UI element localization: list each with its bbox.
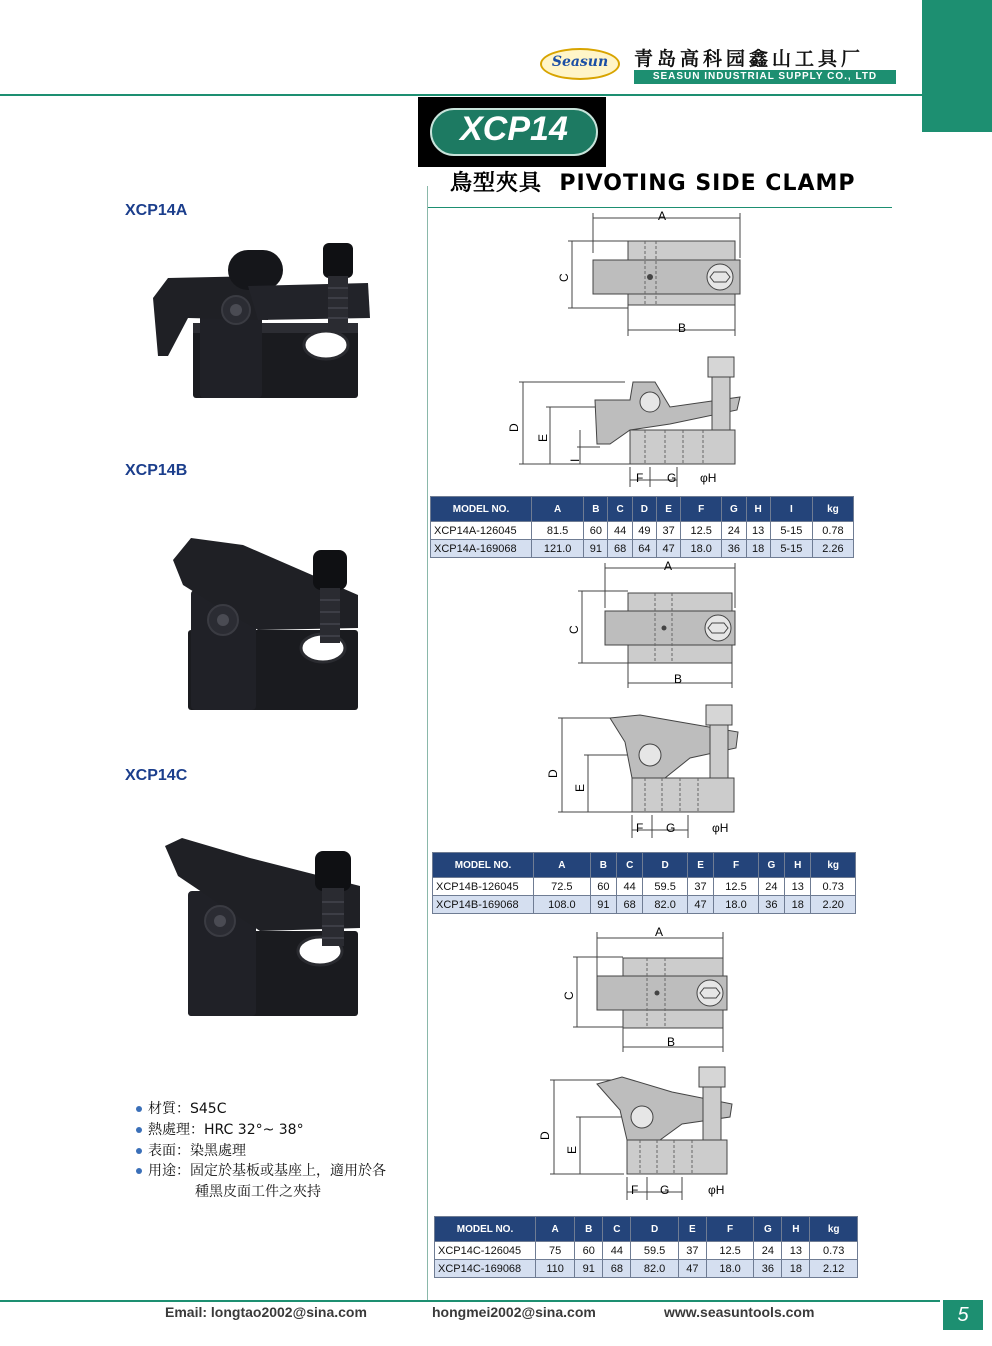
bullet-icon: [136, 1127, 142, 1133]
diagram-c-top-view: [555, 922, 755, 1052]
variant-label-a: XCP14A: [125, 202, 188, 219]
product-subtitle: [450, 166, 856, 197]
table-c-header: MODEL NO.: [435, 1217, 536, 1242]
table-a-header: C: [608, 497, 632, 522]
diagram-b-top-view: [560, 558, 760, 688]
table-b-header: MODEL NO.: [433, 853, 534, 878]
spec-usage-cont: 種黑皮面工件之夾持: [195, 1184, 321, 1200]
diagram-a-top-view: [550, 208, 760, 338]
dim-label-e: E: [573, 783, 587, 792]
table-row: XCP14C-169068 110 91 68 82.0 47 18.0 36 18 2.12: [435, 1260, 858, 1278]
table-b-header: B: [590, 853, 616, 878]
table-b-header: C: [617, 853, 643, 878]
dim-label-g: G: [660, 1183, 670, 1197]
table-a-header: H: [746, 497, 770, 522]
table-a-header: I: [770, 497, 812, 522]
table-a-header: G: [722, 497, 746, 522]
dim-label-h: φH: [708, 1183, 725, 1197]
table-a-header: F: [681, 497, 722, 522]
dim-label-a: A: [655, 925, 664, 939]
product-photo-xcp14b: [163, 530, 368, 715]
dim-label-h: φH: [700, 471, 717, 485]
dim-label-b: B: [667, 1035, 676, 1049]
dim-label-i: I: [568, 458, 582, 462]
logo-text: Seasun: [551, 54, 609, 70]
dim-label-a: A: [664, 559, 673, 573]
dim-label-c: C: [562, 991, 576, 1000]
dim-label-c: C: [557, 273, 571, 282]
spec-surface: 表面：染黑處理: [136, 1140, 246, 1160]
spec-table-b: [432, 852, 856, 914]
dim-label-d: D: [538, 1131, 552, 1140]
spec-material: 材質：S45C: [136, 1098, 226, 1118]
dim-label-e: E: [565, 1145, 579, 1154]
table-c-header: B: [575, 1217, 603, 1242]
table-b-header: H: [785, 853, 811, 878]
table-a-header: A: [532, 497, 584, 522]
spec-table-c: [434, 1216, 858, 1278]
dim-label-e: E: [536, 433, 550, 442]
bullet-icon: [136, 1168, 142, 1174]
table-b-header: G: [758, 853, 784, 878]
page-number: 5: [943, 1300, 983, 1330]
product-photo-xcp14a: [148, 238, 373, 403]
table-c-header: G: [754, 1217, 782, 1242]
footer-website-link[interactable]: www.seasuntools.com: [664, 1304, 815, 1320]
bullet-icon: [136, 1106, 142, 1112]
bullet-icon: [136, 1148, 142, 1154]
spec-table-a: [430, 496, 854, 558]
company-name-en: SEASUN INDUSTRIAL SUPPLY CO., LTD: [634, 70, 896, 84]
dim-label-f: F: [636, 821, 644, 835]
table-c-header: A: [536, 1217, 575, 1242]
table-b-header: kg: [811, 853, 856, 878]
table-b-header: D: [643, 853, 688, 878]
dim-label-d: D: [507, 423, 521, 432]
product-code-title: XCP14: [460, 110, 568, 148]
table-c-header: C: [603, 1217, 631, 1242]
table-c-header: F: [706, 1217, 753, 1242]
footer-email-2[interactable]: hongmei2002@sina.com: [432, 1304, 596, 1320]
table-row: XCP14C-126045 75 60 44 59.5 37 12.5 24 13 0.73: [435, 1242, 858, 1260]
table-c-header: kg: [810, 1217, 858, 1242]
table-c-header: H: [782, 1217, 810, 1242]
table-b-header: A: [534, 853, 591, 878]
header-rule: [0, 94, 922, 96]
table-a-header: kg: [812, 497, 853, 522]
product-photo-xcp14c: [160, 836, 370, 1021]
diagram-b-side-view: [540, 700, 750, 842]
table-c-header: D: [631, 1217, 678, 1242]
column-divider: [427, 186, 428, 1302]
subtitle-cn: 鳥型夾具: [450, 171, 543, 196]
dim-label-f: F: [636, 471, 644, 485]
dim-label-g: G: [667, 471, 677, 485]
table-a-header: MODEL NO.: [431, 497, 532, 522]
footer-rule: [0, 1300, 940, 1302]
corner-accent-block: [922, 0, 992, 132]
subtitle-en: PIVOTING SIDE CLAMP: [559, 171, 856, 196]
table-a-header: D: [632, 497, 656, 522]
footer-email-1[interactable]: Email: longtao2002@sina.com: [165, 1304, 367, 1320]
dim-label-a: A: [658, 209, 667, 223]
diagram-a-side-view: [505, 352, 755, 492]
table-a-header: B: [584, 497, 608, 522]
variant-label-b: XCP14B: [125, 462, 188, 479]
dim-label-b: B: [674, 672, 683, 686]
spec-usage: 用途：固定於基板或基座上，適用於各: [136, 1160, 386, 1180]
company-name-cn: 青岛高科园鑫山工具厂: [634, 48, 865, 70]
dim-label-g: G: [666, 821, 676, 835]
table-row: XCP14B-169068 108.0 91 68 82.0 47 18.0 36 18 2.20: [433, 896, 856, 914]
spec-heat-treatment: 熱處理：HRC 32°~ 38°: [136, 1119, 304, 1139]
table-b-header: F: [714, 853, 759, 878]
table-b-header: E: [687, 853, 713, 878]
table-row: XCP14A-169068 121.0 91 68 64 47 18.0 36 18 5-15 2.26: [431, 540, 854, 558]
dim-label-b: B: [678, 321, 687, 335]
variant-label-c: XCP14C: [125, 767, 188, 784]
table-row: XCP14A-126045 81.5 60 44 49 37 12.5 24 13 5-15 0.78: [431, 522, 854, 540]
table-a-header: E: [656, 497, 680, 522]
table-c-header: E: [678, 1217, 706, 1242]
dim-label-f: F: [631, 1183, 639, 1197]
diagram-c-side-view: [532, 1062, 747, 1204]
table-row: XCP14B-126045 72.5 60 44 59.5 37 12.5 24 13 0.73: [433, 878, 856, 896]
dim-label-d: D: [546, 769, 560, 778]
dim-label-c: C: [567, 625, 581, 634]
dim-label-h: φH: [712, 821, 729, 835]
